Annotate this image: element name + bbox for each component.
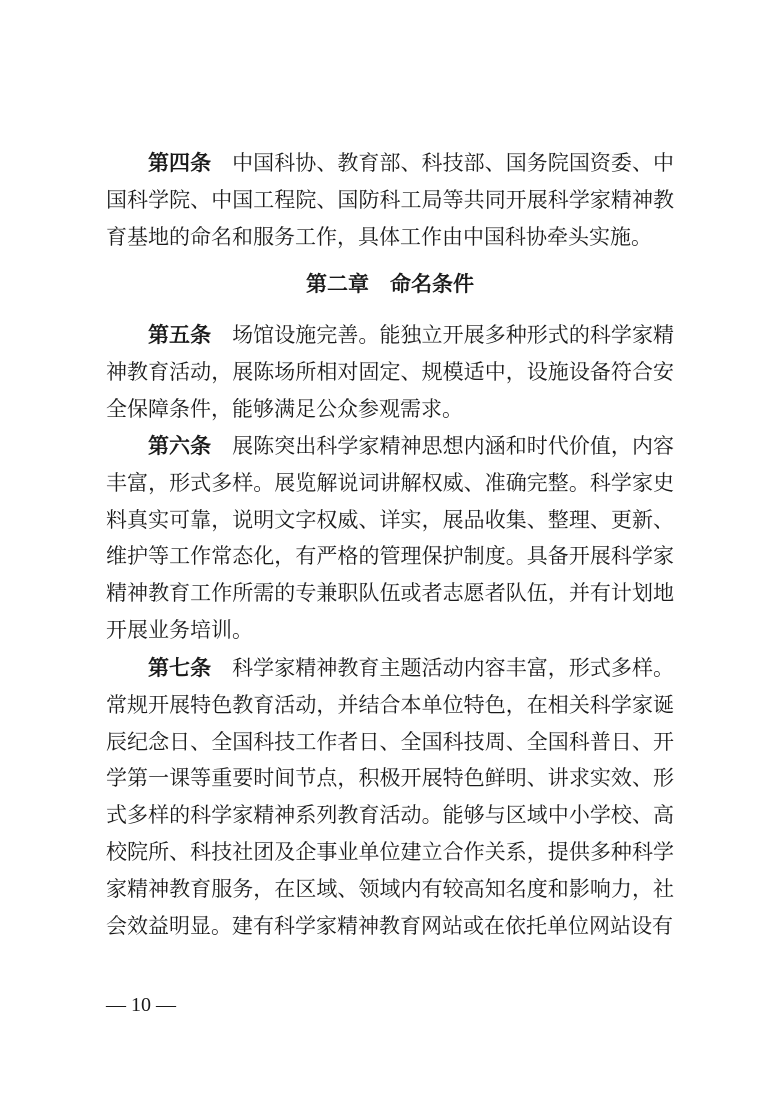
article-7 <box>106 650 674 944</box>
article-6 <box>106 428 674 649</box>
article-6-text: 展陈突出科学家精神思想内涵和时代价值，内容丰富，形式多样。展览解说词讲解权威、准确完整。科学家史料真实可靠，说明文字权威、详实，展品收集、整理、更新、维护等工作常态化，有严格的管理保护制度。具备开展科学家精神教育工作所需的专兼职队伍或者志愿者队伍，并有计划地开展业务培训。 <box>106 434 675 642</box>
article-6-label: 第六条 <box>148 433 212 458</box>
chapter-heading: 第二章 命名条件 <box>306 272 474 296</box>
article-7-label: 第七条 <box>148 655 212 680</box>
article-4-label: 第四条 <box>148 150 212 175</box>
page-number: — 10 — <box>106 994 176 1016</box>
article-7-text: 科学家精神教育主题活动内容丰富，形式多样。常规开展特色教育活动，并结合本单位特色，在相关科学家诞辰纪念日、全国科技工作者日、全国科技周、全国科普日、开学第一课等重要时间节点，积极开展特色鲜明、讲求实效、形式多样的科学家精神系列教育活动。能够与区域中小学校、高校院所、科技社团及企事业单位建立合作关系，提供多种科学家精神教育服务，在区域、领域内有较高知名度和影响力，社会效益明显。建有科学家精神教育网站或在依托单位网站设有 <box>106 656 675 938</box>
article-4 <box>106 145 674 255</box>
article-5-label: 第五条 <box>148 322 212 347</box>
article-5-text: 场馆设施完善。能独立开展多种形式的科学家精神教育活动，展陈场所相对固定、规模适中，设施设备符合安全保障条件，能够满足公众参观需求。 <box>106 323 675 421</box>
article-5 <box>106 317 674 427</box>
article-4-text: 中国科协、教育部、科技部、国务院国资委、中国科学院、中国工程院、国防科工局等共同开展科学家精神教育基地的命名和服务工作，具体工作由中国科协牵头实施。 <box>106 151 675 249</box>
